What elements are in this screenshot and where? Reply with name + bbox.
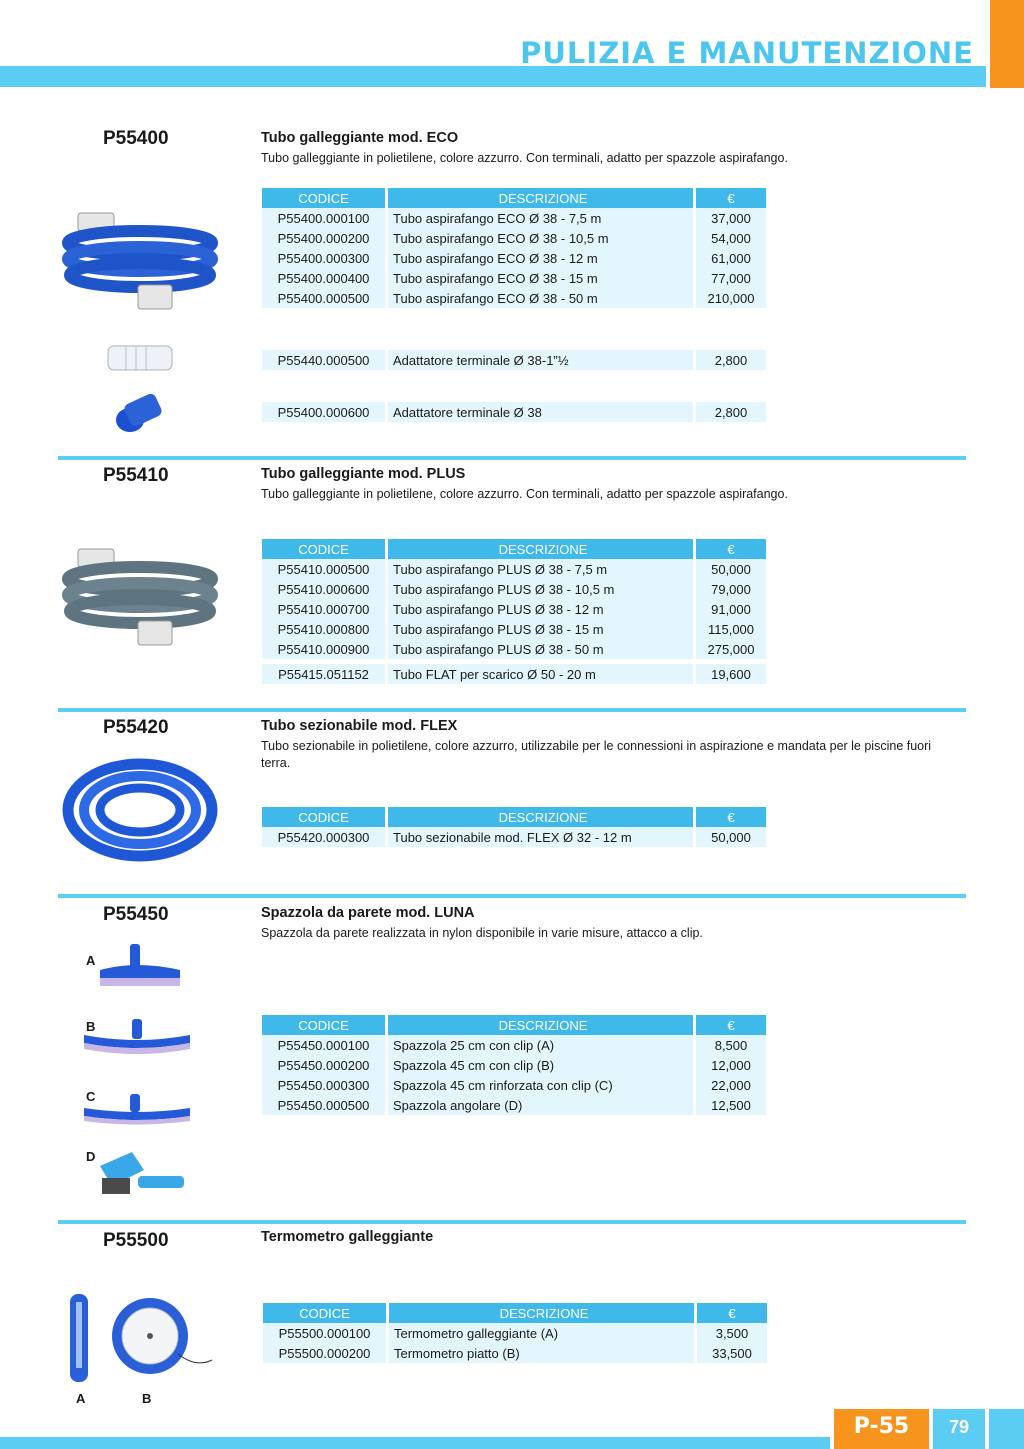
row-code: P55410.000600 <box>262 579 385 599</box>
column-header-description: DESCRIZIONE <box>388 188 693 208</box>
row-price: 50,000 <box>696 559 766 579</box>
column-header-price: € <box>696 1015 766 1035</box>
column-header-description: DESCRIZIONE <box>388 1015 693 1035</box>
column-header-price: € <box>696 807 766 827</box>
row-price: 54,000 <box>696 228 766 248</box>
variant-label-c: C <box>86 1089 96 1104</box>
row-code: P55500.000200 <box>263 1343 386 1363</box>
row-code: P55400.000200 <box>262 228 385 248</box>
row-code: P55410.000800 <box>262 619 385 639</box>
table-row <box>262 208 766 228</box>
row-description: Spazzola 25 cm con clip (A) <box>388 1035 693 1055</box>
table-row <box>262 1075 766 1095</box>
price-table-adapter-1 <box>259 350 769 370</box>
row-code: P55410.000900 <box>262 639 385 659</box>
table-row <box>262 827 766 847</box>
table-row <box>262 228 766 248</box>
product-title: Tubo sezionabile mod. FLEX <box>261 718 458 734</box>
row-code: P55450.000300 <box>262 1075 385 1095</box>
adapter-white-image <box>104 340 176 376</box>
row-description: Spazzola 45 cm rinforzata con clip (C) <box>388 1075 693 1095</box>
column-header-price: € <box>696 539 766 559</box>
column-header-code: CODICE <box>262 807 385 827</box>
page-number: 79 <box>933 1409 985 1449</box>
table-row <box>262 248 766 268</box>
hose-plus-image <box>58 543 218 653</box>
product-title: Tubo galleggiante mod. ECO <box>261 130 459 146</box>
footer-accent <box>989 1409 1024 1449</box>
variant-label-b: B <box>86 1019 96 1034</box>
row-code: P55450.000500 <box>262 1095 385 1115</box>
variant-label-d: D <box>86 1149 96 1164</box>
table-row <box>262 1095 766 1115</box>
table-row <box>262 639 766 659</box>
row-code: P55415.051152 <box>262 664 385 684</box>
price-table-p55500 <box>260 1303 770 1363</box>
table-row <box>262 1035 766 1055</box>
row-description: Tubo aspirafango ECO Ø 38 - 12 m <box>388 248 693 268</box>
column-header-price: € <box>697 1303 767 1323</box>
table-row <box>262 268 766 288</box>
product-code: P55500 <box>103 1230 169 1251</box>
row-price: 12,500 <box>696 1095 766 1115</box>
adapter-blue-image <box>110 388 170 436</box>
brush-a-image <box>94 942 186 994</box>
table-row <box>262 559 766 579</box>
row-price: 12,000 <box>696 1055 766 1075</box>
table-row <box>262 402 766 422</box>
column-header-code: CODICE <box>262 539 385 559</box>
row-price: 3,500 <box>697 1323 767 1343</box>
row-price: 275,000 <box>696 639 766 659</box>
table-row <box>262 579 766 599</box>
row-price: 19,600 <box>696 664 766 684</box>
row-code: P55400.000300 <box>262 248 385 268</box>
row-code: P55500.000100 <box>263 1323 386 1343</box>
product-code: P55450 <box>103 904 169 925</box>
product-code: P55400 <box>103 128 169 149</box>
variant-label-a: A <box>76 1391 86 1406</box>
row-price: 22,000 <box>696 1075 766 1095</box>
row-price: 115,000 <box>696 619 766 639</box>
table-row <box>262 619 766 639</box>
table-row <box>262 350 766 370</box>
variant-label-a: A <box>86 953 96 968</box>
column-header-code: CODICE <box>262 1015 385 1035</box>
price-table-p55410 <box>259 539 769 659</box>
footer-bar <box>0 1437 830 1449</box>
price-table-p55450 <box>259 1015 769 1115</box>
section-divider <box>58 1220 966 1224</box>
price-table-p55420 <box>259 807 769 847</box>
price-table-flat <box>259 664 769 684</box>
row-code: P55410.000500 <box>262 559 385 579</box>
row-description: Tubo aspirafango PLUS Ø 38 - 10,5 m <box>388 579 693 599</box>
product-code: P55410 <box>103 465 169 486</box>
row-code: P55410.000700 <box>262 599 385 619</box>
row-code: P55450.000200 <box>262 1055 385 1075</box>
row-price: 2,800 <box>696 350 766 370</box>
hose-eco-image <box>58 205 218 315</box>
row-code: P55400.000100 <box>262 208 385 228</box>
variant-label-b: B <box>142 1391 152 1406</box>
table-row <box>262 288 766 308</box>
product-title: Spazzola da parete mod. LUNA <box>261 905 475 921</box>
table-row <box>262 1055 766 1075</box>
page-title: PULIZIA E MANUTENZIONE <box>520 36 974 70</box>
row-description: Adattatore terminale Ø 38 <box>388 402 693 422</box>
section-number: P-55 <box>834 1409 929 1449</box>
column-header-code: CODICE <box>262 188 385 208</box>
thermometer-image <box>66 1292 216 1388</box>
product-description: Tubo galleggiante in polietilene, colore azzurro. Con terminali, adatto per spazzole aspirafango. <box>261 151 788 165</box>
brush-d-image <box>92 1148 188 1200</box>
row-price: 2,800 <box>696 402 766 422</box>
price-table-adapter-2 <box>259 402 769 422</box>
hose-flex-image <box>60 752 220 870</box>
row-description: Tubo aspirafango ECO Ø 38 - 50 m <box>388 288 693 308</box>
row-description: Tubo aspirafango PLUS Ø 38 - 15 m <box>388 619 693 639</box>
product-description: Tubo galleggiante in polietilene, colore azzurro. Con terminali, adatto per spazzole aspirafango. <box>261 487 788 501</box>
table-row <box>262 599 766 619</box>
row-description: Adattatore terminale Ø 38-1”½ <box>388 350 693 370</box>
section-divider <box>58 708 966 712</box>
row-description: Tubo aspirafango ECO Ø 38 - 15 m <box>388 268 693 288</box>
product-title: Termometro galleggiante <box>261 1229 434 1245</box>
row-price: 77,000 <box>696 268 766 288</box>
product-code: P55420 <box>103 717 169 738</box>
header-accent <box>990 0 1024 88</box>
table-row <box>263 1323 767 1343</box>
row-price: 79,000 <box>696 579 766 599</box>
product-description: Tubo sezionabile in polietilene, colore azzurro, utilizzabile per le connessioni in aspirazione e mandata per le piscine fuori terra. <box>261 739 932 770</box>
row-code: P55420.000300 <box>262 827 385 847</box>
row-code: P55400.000400 <box>262 268 385 288</box>
row-description: Tubo aspirafango PLUS Ø 38 - 12 m <box>388 599 693 619</box>
row-description: Tubo FLAT per scarico Ø 50 - 20 m <box>388 664 693 684</box>
row-description: Termometro galleggiante (A) <box>389 1323 694 1343</box>
section-divider <box>58 894 966 898</box>
column-header-description: DESCRIZIONE <box>388 807 693 827</box>
column-header-price: € <box>696 188 766 208</box>
row-description: Spazzola 45 cm con clip (B) <box>388 1055 693 1075</box>
brush-c-image <box>80 1092 194 1128</box>
row-price: 91,000 <box>696 599 766 619</box>
row-price: 210,000 <box>696 288 766 308</box>
product-description: Spazzola da parete realizzata in nylon disponibile in varie misure, attacco a clip. <box>261 926 703 940</box>
column-header-code: CODICE <box>263 1303 386 1323</box>
row-price: 61,000 <box>696 248 766 268</box>
row-price: 33,500 <box>697 1343 767 1363</box>
price-table-p55400 <box>259 188 769 308</box>
brush-b-image <box>80 1017 194 1059</box>
product-title: Tubo galleggiante mod. PLUS <box>261 466 466 482</box>
row-price: 50,000 <box>696 827 766 847</box>
table-row <box>263 1343 767 1363</box>
column-header-description: DESCRIZIONE <box>389 1303 694 1323</box>
row-price: 8,500 <box>696 1035 766 1055</box>
table-row <box>262 664 766 684</box>
row-code: P55440.000500 <box>262 350 385 370</box>
row-code: P55400.000500 <box>262 288 385 308</box>
row-description: Tubo aspirafango ECO Ø 38 - 7,5 m <box>388 208 693 228</box>
row-description: Termometro piatto (B) <box>389 1343 694 1363</box>
row-code: P55400.000600 <box>262 402 385 422</box>
section-divider <box>58 456 966 460</box>
row-description: Tubo aspirafango PLUS Ø 38 - 50 m <box>388 639 693 659</box>
row-description: Tubo sezionabile mod. FLEX Ø 32 - 12 m <box>388 827 693 847</box>
row-code: P55450.000100 <box>262 1035 385 1055</box>
row-description: Tubo aspirafango PLUS Ø 38 - 7,5 m <box>388 559 693 579</box>
row-description: Spazzola angolare (D) <box>388 1095 693 1115</box>
row-price: 37,000 <box>696 208 766 228</box>
column-header-description: DESCRIZIONE <box>388 539 693 559</box>
row-description: Tubo aspirafango ECO Ø 38 - 10,5 m <box>388 228 693 248</box>
